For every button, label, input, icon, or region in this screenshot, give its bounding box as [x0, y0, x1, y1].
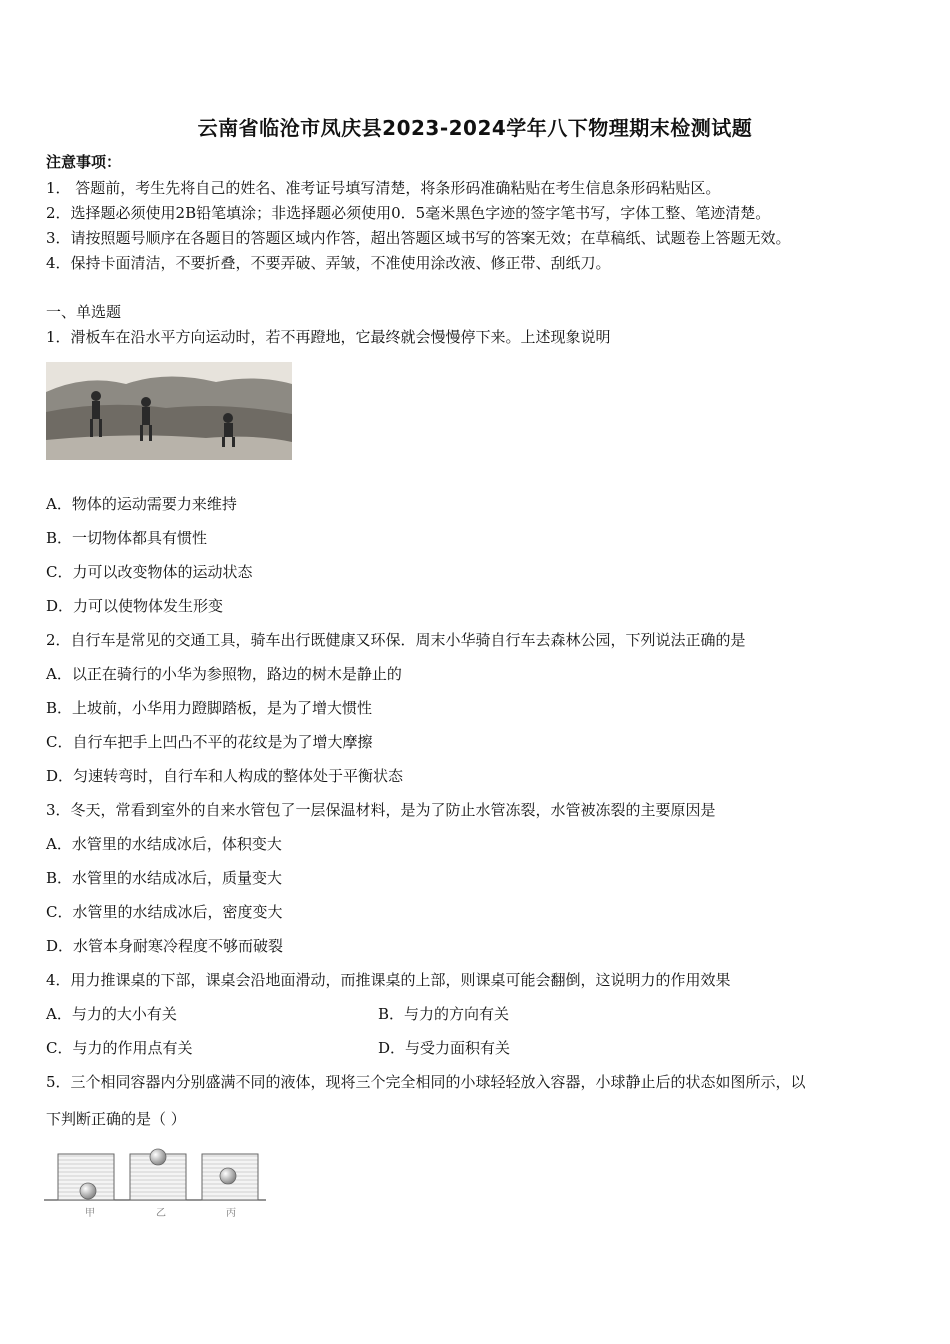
notice-heading: 注意事项： — [46, 153, 122, 171]
notice-item: 2．选择题必须使用2B铅笔填涂；非选择题必须使用0．5毫米黑色字迹的签字笔书写，字体工整、笔迹清楚。 — [46, 204, 771, 222]
option: B．水管里的水结成冰后，质量变大 — [46, 869, 283, 887]
figure-label: 甲 — [85, 1208, 95, 1219]
container-bing — [202, 1154, 258, 1200]
notice-item: 1． 答题前，考生先将自己的姓名、准考证号填写清楚，将条形码准确粘贴在考生信息条形码粘贴区。 — [46, 179, 721, 197]
container-jia — [58, 1154, 114, 1200]
option: A．与力的大小有关 — [46, 1005, 177, 1023]
question-stem: 5．三个相同容器内分别盛满不同的液体，现将三个完全相同的小球轻轻放入容器，小球静止后的状态如图所示，以 — [46, 1073, 806, 1091]
option: B．一切物体都具有惯性 — [46, 529, 208, 547]
option: A．物体的运动需要力来维持 — [46, 495, 237, 513]
option: C．水管里的水结成冰后，密度变大 — [46, 903, 283, 921]
question-stem: 3．冬天，常看到室外的自来水管包了一层保温材料，是为了防止水管冻裂，水管被冻裂的主要原因是 — [46, 801, 716, 819]
option: C．力可以改变物体的运动状态 — [46, 563, 253, 581]
ball — [220, 1168, 236, 1184]
option: D．匀速转弯时，自行车和人构成的整体处于平衡状态 — [46, 767, 404, 785]
ball — [80, 1183, 96, 1199]
figure-label: 丙 — [226, 1208, 236, 1219]
option: B．与力的方向有关 — [378, 1005, 510, 1023]
page-title: 云南省临沧市凤庆县2023-2024学年八下物理期末检测试题 — [197, 116, 753, 140]
question-stem: 下判断正确的是（ ） — [46, 1110, 186, 1128]
notice-item: 3．请按照题号顺序在各题目的答题区域内作答，超出答题区域书写的答案无效；在草稿纸、试题卷上答题无效。 — [46, 229, 791, 247]
option: A．以正在骑行的小华为参照物，路边的树木是静止的 — [46, 665, 402, 683]
option: D．与受力面积有关 — [378, 1039, 511, 1057]
option: C．自行车把手上凹凸不平的花纹是为了增大摩擦 — [46, 733, 373, 751]
container-yi — [130, 1149, 186, 1200]
question-stem: 4．用力推课桌的下部，课桌会沿地面滑动，而推课桌的上部，则课桌可能会翻倒，这说明力的作用效果 — [46, 971, 731, 989]
option: B．上坡前，小华用力蹬脚踏板，是为了增大惯性 — [46, 699, 373, 717]
ball — [150, 1149, 166, 1165]
scooter-photo — [46, 362, 292, 460]
option: C．与力的作用点有关 — [46, 1039, 193, 1057]
option: D．力可以使物体发生形变 — [46, 597, 224, 615]
question-stem: 2．自行车是常见的交通工具，骑车出行既健康又环保．周末小华骑自行车去森林公园，下列说法正确的是 — [46, 631, 746, 649]
option: A．水管里的水结成冰后，体积变大 — [46, 835, 282, 853]
question-stem: 1．滑板车在沿水平方向运动时，若不再蹬地，它最终就会慢慢停下来。上述现象说明 — [46, 328, 611, 346]
section-heading: 一、单选题 — [46, 303, 122, 321]
containers-figure — [44, 1146, 270, 1222]
notice-item: 4．保持卡面清洁，不要折叠，不要弄破、弄皱，不准使用涂改液、修正带、刮纸刀。 — [46, 254, 611, 272]
option: D．水管本身耐寒冷程度不够而破裂 — [46, 937, 284, 955]
figure-label: 乙 — [156, 1208, 166, 1219]
